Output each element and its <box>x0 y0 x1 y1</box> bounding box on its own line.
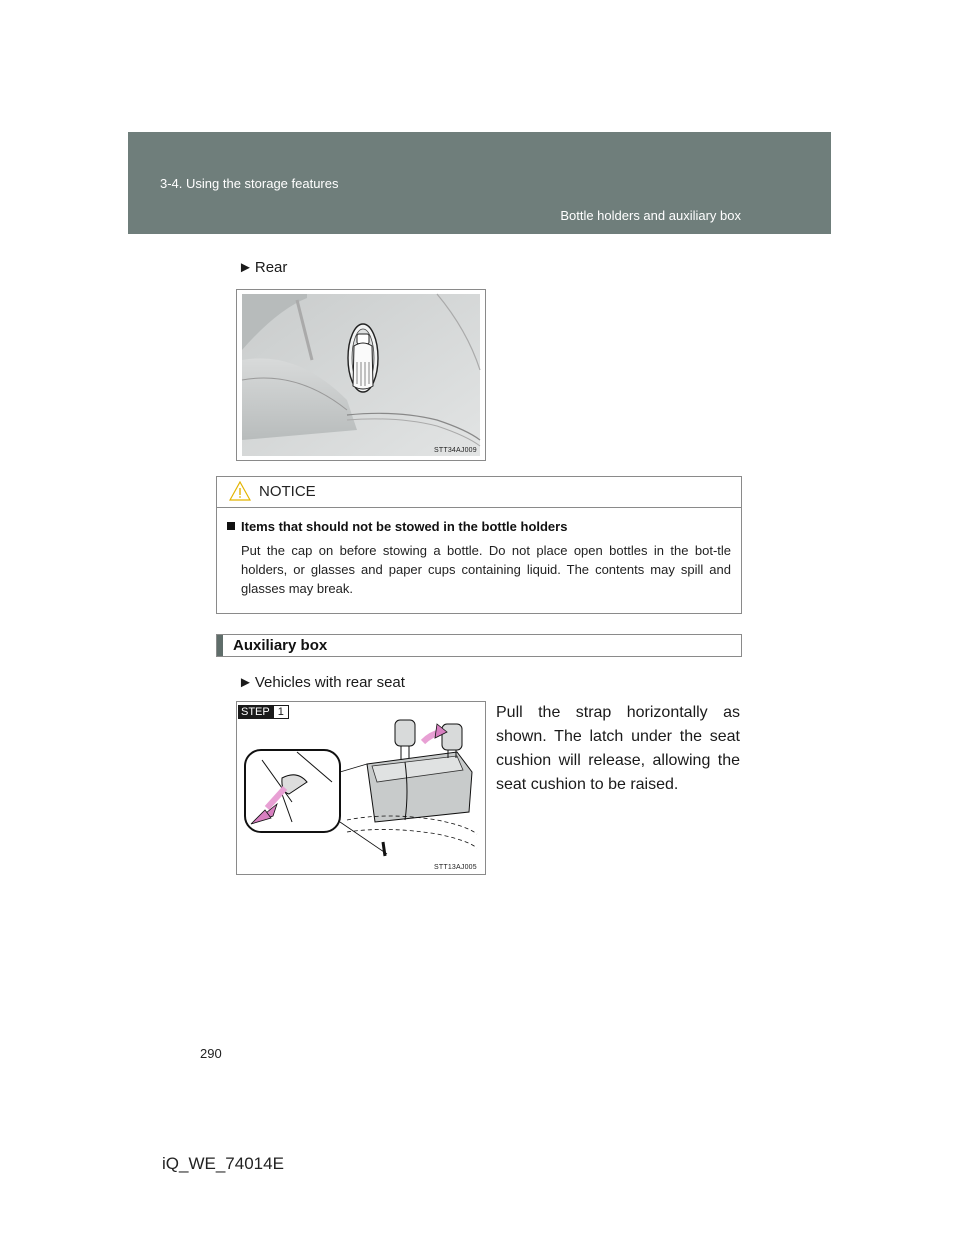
section-heading-bar <box>216 634 742 657</box>
warning-triangle-icon <box>229 481 251 506</box>
vehicles-label-text: Vehicles with rear seat <box>254 674 405 691</box>
triangle-right-icon: ► <box>238 674 253 691</box>
section-heading: Auxiliary box <box>233 637 328 654</box>
notice-item-title-text: Items that should not be stowed in the bottle holders <box>241 519 568 534</box>
triangle-right-icon: ► <box>238 259 253 276</box>
bottle-holder-illustration <box>236 289 486 461</box>
rear-label <box>238 259 287 276</box>
notice-box <box>216 476 742 614</box>
figure-code: STT34AJ009 <box>434 447 477 454</box>
seat-strap-illustration <box>236 701 486 875</box>
document-code: iQ_WE_74014E <box>162 1154 284 1173</box>
step-badge <box>238 705 289 719</box>
step-word: STEP <box>238 705 273 719</box>
notice-label: NOTICE <box>259 483 316 500</box>
step-instruction: Pull the strap horizontally as shown. The latch under the seat cushion will release, allowing the seat cushion to be raised. <box>496 704 740 793</box>
page-number: 290 <box>200 1046 222 1061</box>
page-subtitle: Bottle holders and auxiliary box <box>560 208 741 223</box>
notice-item-title <box>227 519 567 534</box>
page-header <box>128 132 831 234</box>
bottle-holder-drawing <box>237 290 485 460</box>
seat-strap-drawing <box>237 702 485 874</box>
notice-item-body: Put the cap on before stowing a bottle. Do not place open bottles in the bot-tle holders, or glasses and paper cups containing liquid. The contents may spill and glasses may break. <box>241 543 731 596</box>
step-number: 1 <box>273 705 289 719</box>
section-accent <box>217 635 223 656</box>
vehicles-label <box>238 674 405 691</box>
rear-label-text: Rear <box>254 259 288 276</box>
notice-header <box>217 477 741 508</box>
figure-code: STT13AJ005 <box>434 864 477 871</box>
square-bullet-icon <box>227 522 235 530</box>
section-title: 3-4. Using the storage features <box>160 176 339 191</box>
